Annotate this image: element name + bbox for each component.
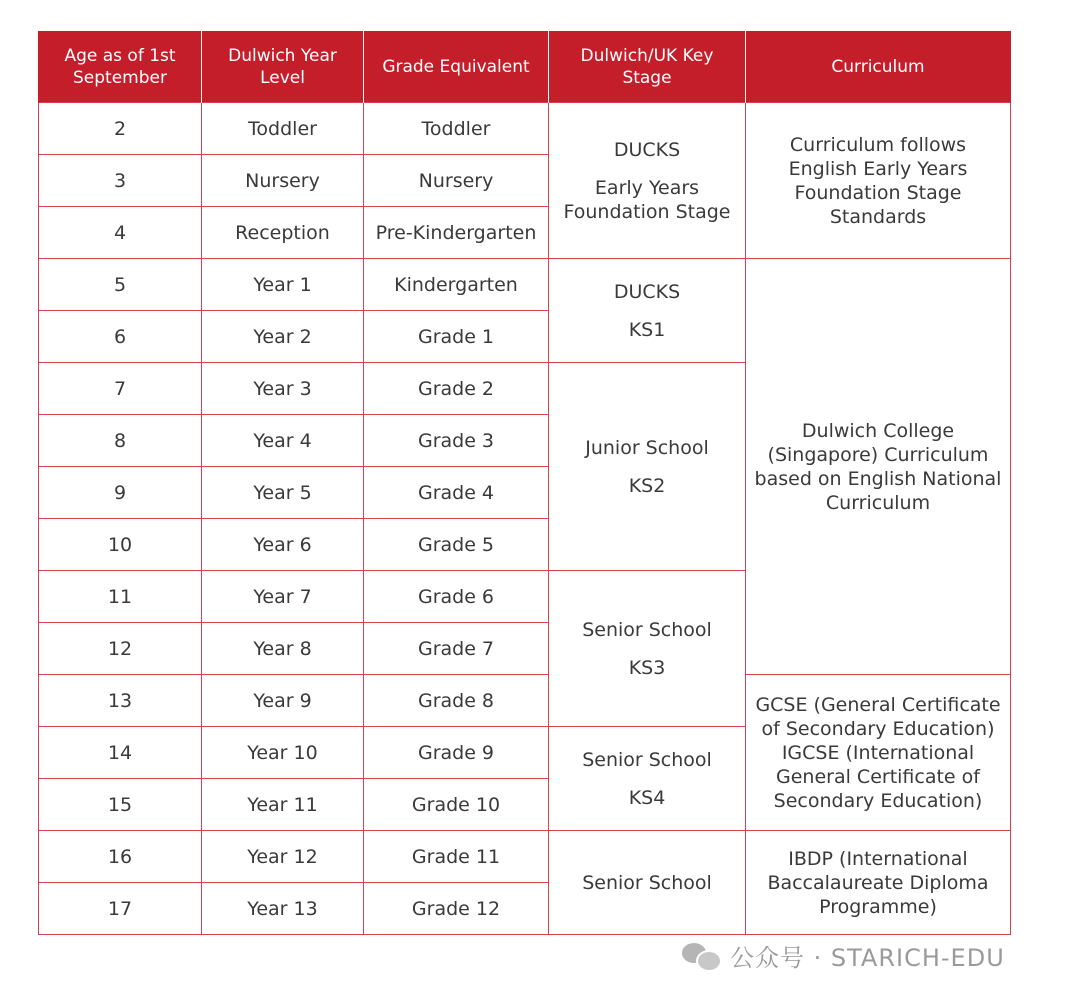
year-level-cell: Year 3 bbox=[202, 363, 364, 415]
age-cell: 5 bbox=[39, 259, 202, 311]
curriculum-cell: Curriculum follows English Early Years Foundation Stage Standards bbox=[746, 103, 1011, 259]
grade-cell: Grade 2 bbox=[364, 363, 549, 415]
key-stage-cell bbox=[549, 571, 746, 727]
age-cell: 13 bbox=[39, 675, 202, 727]
key-stage-name: DUCKS bbox=[613, 280, 681, 303]
curriculum-table bbox=[38, 31, 1011, 935]
wechat-icon bbox=[682, 941, 722, 969]
year-level-cell: Nursery bbox=[202, 155, 364, 207]
year-level-cell: Year 7 bbox=[202, 571, 364, 623]
key-stage-cell bbox=[549, 727, 746, 831]
grade-cell: Nursery bbox=[364, 155, 549, 207]
year-level-cell: Year 5 bbox=[202, 467, 364, 519]
age-cell: 12 bbox=[39, 623, 202, 675]
table-header-row bbox=[39, 31, 1011, 103]
grade-cell: Grade 4 bbox=[364, 467, 549, 519]
grade-cell: Grade 8 bbox=[364, 675, 549, 727]
age-cell: 3 bbox=[39, 155, 202, 207]
grade-cell: Grade 11 bbox=[364, 831, 549, 883]
key-stage-code: KS3 bbox=[628, 656, 666, 679]
header-key-stage: Dulwich/UK Key Stage bbox=[549, 31, 746, 103]
curriculum-cell: Dulwich College (Singapore) Curriculum based on English National Curriculum bbox=[746, 259, 1011, 675]
header-grade: Grade Equivalent bbox=[364, 31, 549, 103]
curriculum-cell: IBDP (International Baccalaureate Diploma Programme) bbox=[746, 831, 1011, 935]
age-cell: 10 bbox=[39, 519, 202, 571]
key-stage-code: KS2 bbox=[628, 474, 666, 497]
age-cell: 14 bbox=[39, 727, 202, 779]
age-cell: 16 bbox=[39, 831, 202, 883]
header-age: Age as of 1st September bbox=[39, 31, 202, 103]
key-stage-name: Junior School bbox=[585, 436, 709, 459]
age-cell: 4 bbox=[39, 207, 202, 259]
key-stage-name: Senior School bbox=[582, 871, 712, 894]
key-stage-cell bbox=[549, 103, 746, 259]
grade-cell: Kindergarten bbox=[364, 259, 549, 311]
grade-cell: Pre-Kindergarten bbox=[364, 207, 549, 259]
age-cell: 2 bbox=[39, 103, 202, 155]
key-stage-cell bbox=[549, 363, 746, 571]
header-year-level: Dulwich Year Level bbox=[202, 31, 364, 103]
table-row bbox=[39, 831, 1011, 883]
year-level-cell: Year 13 bbox=[202, 883, 364, 935]
age-cell: 15 bbox=[39, 779, 202, 831]
grade-cell: Grade 5 bbox=[364, 519, 549, 571]
age-cell: 8 bbox=[39, 415, 202, 467]
year-level-cell: Reception bbox=[202, 207, 364, 259]
age-cell: 6 bbox=[39, 311, 202, 363]
key-stage-name: Senior School bbox=[582, 748, 712, 771]
grade-cell: Grade 12 bbox=[364, 883, 549, 935]
year-level-cell: Year 2 bbox=[202, 311, 364, 363]
watermark bbox=[682, 938, 1005, 972]
key-stage-code: KS4 bbox=[628, 786, 666, 809]
year-level-cell: Year 8 bbox=[202, 623, 364, 675]
header-curriculum: Curriculum bbox=[746, 31, 1011, 103]
grade-cell: Grade 9 bbox=[364, 727, 549, 779]
year-level-cell: Year 6 bbox=[202, 519, 364, 571]
year-level-cell: Year 11 bbox=[202, 779, 364, 831]
key-stage-cell bbox=[549, 259, 746, 363]
key-stage-name: Senior School bbox=[582, 618, 712, 641]
key-stage-code: KS1 bbox=[628, 318, 666, 341]
year-level-cell: Year 4 bbox=[202, 415, 364, 467]
grade-cell: Grade 7 bbox=[364, 623, 549, 675]
table-row bbox=[39, 103, 1011, 155]
grade-cell: Grade 10 bbox=[364, 779, 549, 831]
grade-cell: Grade 3 bbox=[364, 415, 549, 467]
grade-cell: Toddler bbox=[364, 103, 549, 155]
year-level-cell: Year 12 bbox=[202, 831, 364, 883]
key-stage-name: DUCKS bbox=[613, 138, 681, 161]
age-cell: 17 bbox=[39, 883, 202, 935]
key-stage-cell bbox=[549, 831, 746, 935]
table-row bbox=[39, 259, 1011, 311]
year-level-cell: Year 1 bbox=[202, 259, 364, 311]
curriculum-cell: GCSE (General Certificate of Secondary Education) IGCSE (International General Certificate of Secondary Education) bbox=[746, 675, 1011, 831]
watermark-text: 公众号 · STARICH-EDU bbox=[730, 943, 1005, 972]
age-cell: 9 bbox=[39, 467, 202, 519]
table-row bbox=[39, 675, 1011, 727]
key-stage-code: Early Years Foundation Stage bbox=[563, 176, 731, 223]
age-cell: 7 bbox=[39, 363, 202, 415]
grade-cell: Grade 1 bbox=[364, 311, 549, 363]
year-level-cell: Year 10 bbox=[202, 727, 364, 779]
age-cell: 11 bbox=[39, 571, 202, 623]
year-level-cell: Toddler bbox=[202, 103, 364, 155]
curriculum-table-wrapper bbox=[38, 31, 1011, 935]
year-level-cell: Year 9 bbox=[202, 675, 364, 727]
grade-cell: Grade 6 bbox=[364, 571, 549, 623]
